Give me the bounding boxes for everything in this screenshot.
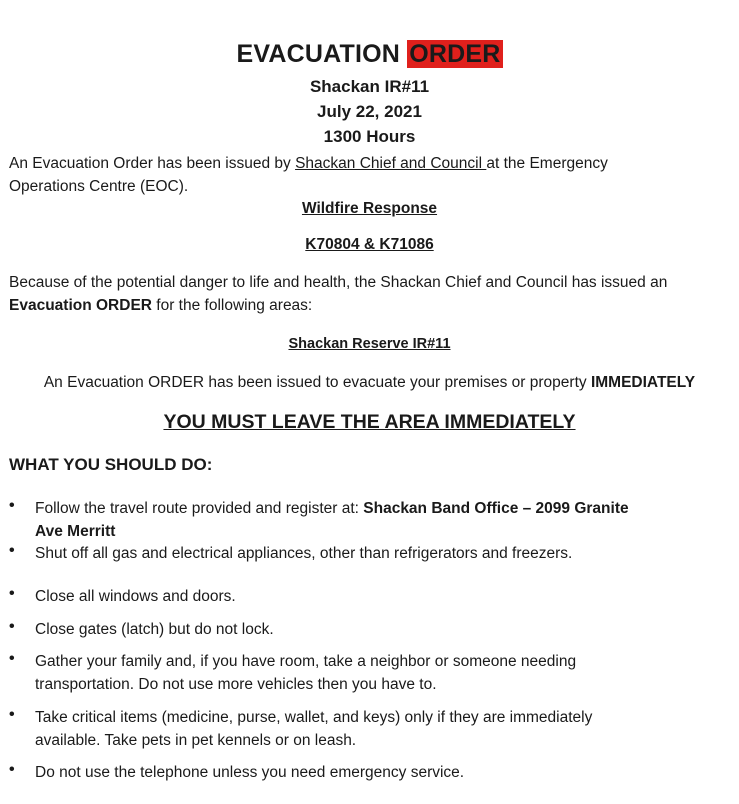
band-office-address-line2: Ave Merritt (35, 523, 116, 540)
title-evacuation: EVACUATION (236, 40, 408, 68)
list-item (35, 618, 715, 641)
bullet-dot: • (9, 585, 15, 602)
time-heading: 1300 Hours (323, 127, 416, 146)
list-item-text: Close all windows and doors. (35, 588, 236, 605)
area-name: Shackan Reserve IR#11 (288, 336, 451, 352)
what-to-do-heading: WHAT YOU SHOULD DO: (9, 455, 213, 474)
reason-bold: Evacuation ORDER (9, 297, 152, 314)
bullet-dot: • (9, 761, 15, 778)
list-item (35, 542, 715, 565)
list-item (35, 761, 715, 784)
list-item-text: Follow the travel route provided and register at: (35, 500, 364, 517)
list-item-text: Gather your family and, if you have room, take a neighbor or someone needing (35, 653, 577, 670)
bullet-dot: • (9, 650, 15, 667)
band-office-address: Shackan Band Office – 2099 Granite (363, 500, 629, 517)
reason-line1: Because of the potential danger to life and health, the Shackan Chief and Council has issued an (9, 274, 668, 291)
list-item-text: Close gates (latch) but do not lock. (35, 621, 274, 638)
bullet-dot: • (9, 706, 15, 723)
notice-line (0, 371, 739, 394)
page-title (0, 40, 739, 69)
date-heading: July 22, 2021 (317, 102, 422, 121)
list-item-text-line2: available. Take pets in pet kennels or on leash. (35, 732, 357, 749)
list-item-text: Shut off all gas and electrical appliances, other than refrigerators and freezers. (35, 545, 573, 562)
issuer-name: Shackan Chief and Council (295, 155, 487, 172)
intro-line2: Operations Centre (EOC). (9, 178, 189, 195)
title-order-highlight: ORDER (409, 40, 501, 68)
intro-text-after: at the Emergency (486, 155, 608, 172)
list-item-text-line2: transportation. Do not use more vehicles then you have to. (35, 676, 437, 693)
incident-numbers: K70804 & K71086 (305, 236, 434, 253)
list-item (35, 650, 715, 696)
incident-type: Wildfire Response (301, 200, 438, 217)
bullet-dot: • (9, 497, 15, 514)
must-leave-heading: YOU MUST LEAVE THE AREA IMMEDIATELY (163, 411, 576, 433)
bullet-dot: • (9, 542, 15, 559)
reason-line2: for the following areas: (151, 297, 313, 314)
intro-text: An Evacuation Order has been issued by (9, 155, 296, 172)
bullet-dot: • (9, 618, 15, 635)
list-item (35, 706, 715, 752)
list-item-text: Take critical items (medicine, purse, wallet, and keys) only if they are immediately (35, 709, 593, 726)
notice-text: An Evacuation ORDER has been issued to evacuate your premises or property (43, 374, 591, 391)
list-item (35, 585, 715, 608)
list-item (35, 497, 715, 543)
notice-bold: IMMEDIATELY (590, 374, 696, 391)
location-heading: Shackan IR#11 (309, 77, 430, 96)
reason-paragraph (9, 271, 734, 317)
intro-paragraph (9, 152, 729, 198)
list-item-text: Do not use the telephone unless you need emergency service. (35, 764, 465, 781)
